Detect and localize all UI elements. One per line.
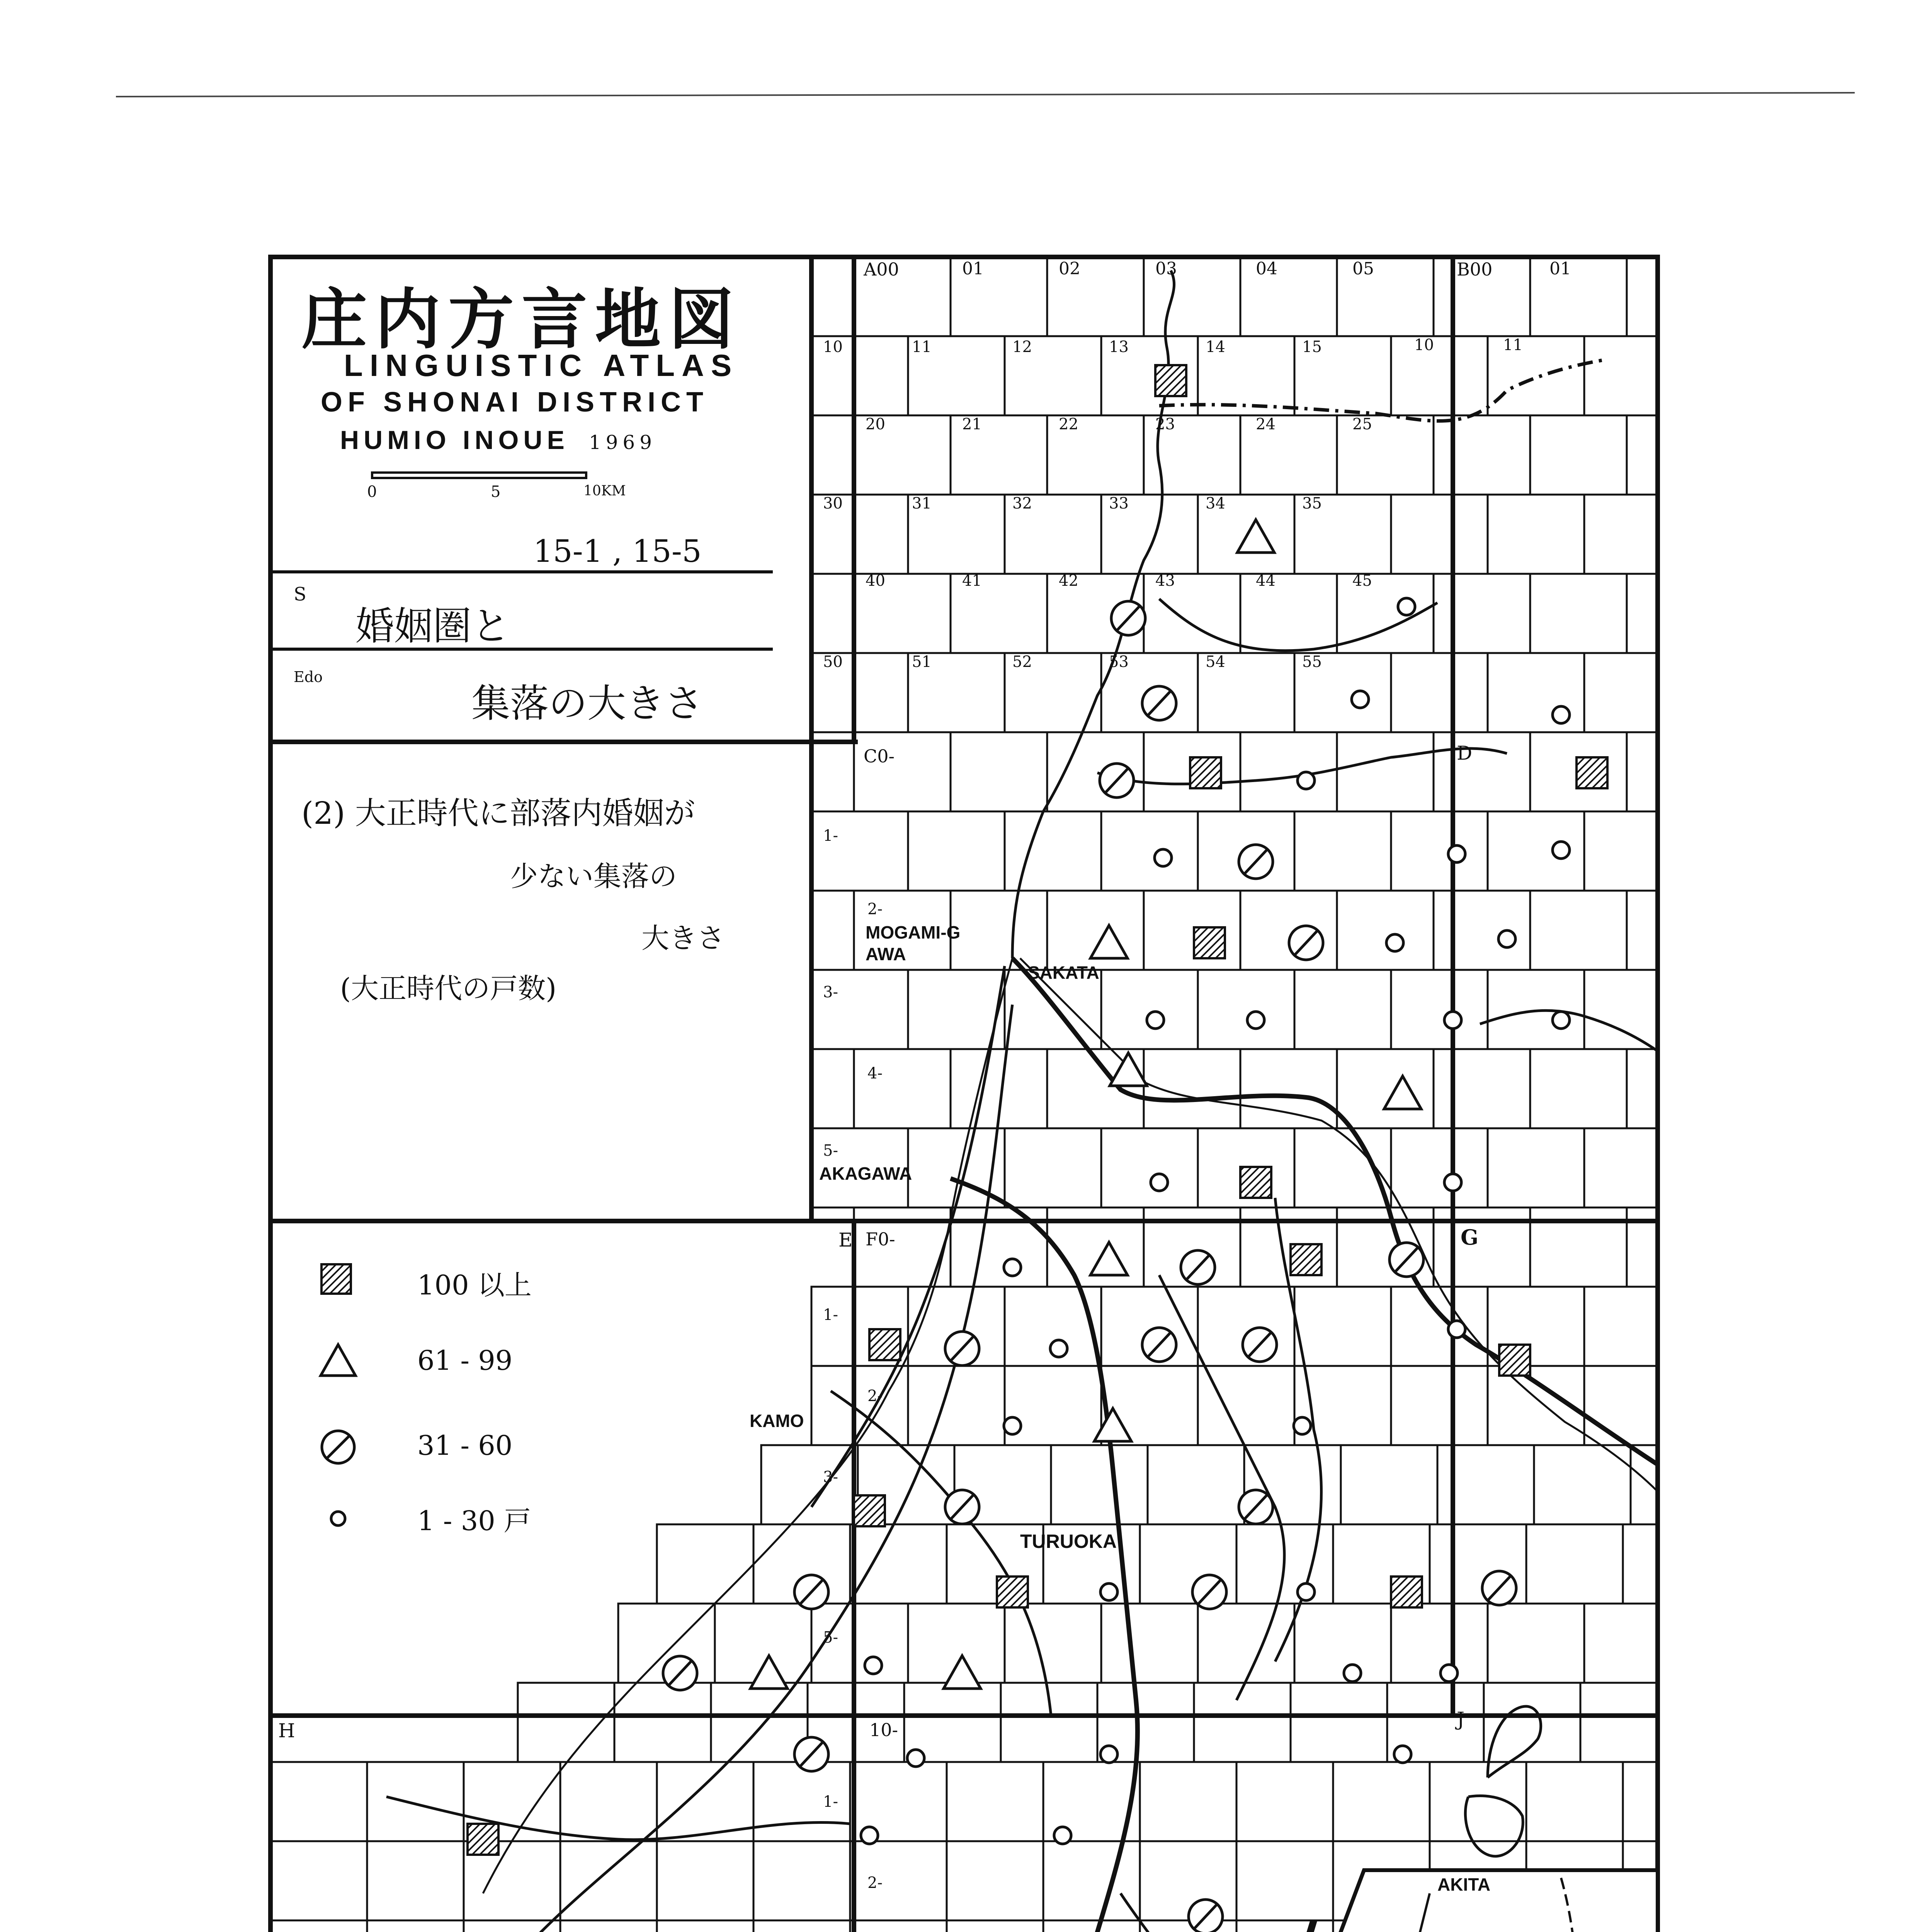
title-english-line1: LINGUISTIC ATLAS xyxy=(344,348,739,383)
grid-cell xyxy=(1391,1128,1488,1208)
grid-cell xyxy=(1391,970,1488,1049)
grid-cell xyxy=(711,1683,808,1762)
grid-cell xyxy=(1005,1366,1101,1445)
cell-label: 13 xyxy=(1109,338,1129,356)
small-circle-symbol xyxy=(1004,1259,1021,1276)
legend-item-100 xyxy=(317,1260,532,1302)
block-label-b00: B00 xyxy=(1457,259,1493,280)
slashed-circle-symbol xyxy=(1189,1900,1223,1932)
edo-label: Edo xyxy=(294,668,323,685)
map-number: 15-1 , 15-5 xyxy=(533,533,702,569)
hatched-square-symbol xyxy=(1155,365,1186,396)
hatched-square-symbol xyxy=(854,1495,885,1526)
cell-label: 53 xyxy=(1109,653,1129,671)
grid-cell xyxy=(951,732,1047,811)
cell-label: 14 xyxy=(1206,338,1225,356)
slashed-circle-symbol xyxy=(1111,601,1145,635)
grid-cell xyxy=(1623,1762,1658,1841)
grid-cell xyxy=(1194,1683,1291,1762)
small-circle-symbol xyxy=(1155,849,1172,866)
j-row-label-2: 2- xyxy=(867,1874,883,1892)
grid-cell xyxy=(1627,415,1658,495)
s-label: S xyxy=(294,583,306,605)
description-line4: (大正時代の戸数) xyxy=(340,972,557,1005)
grid-cell xyxy=(1391,336,1488,415)
grid-cell xyxy=(1294,811,1391,891)
grid-cell xyxy=(1584,1366,1658,1445)
cell-label: 42 xyxy=(1059,572,1078,590)
slashed-circle-symbol xyxy=(1142,686,1176,720)
b-row-label-10: 10 xyxy=(1414,336,1434,354)
place-akita: AKITA xyxy=(1437,1874,1491,1895)
slashed-circle-symbol xyxy=(663,1656,697,1690)
small-circle-symbol xyxy=(1298,1583,1315,1600)
grid-cell xyxy=(1584,336,1658,415)
grid-cell xyxy=(908,970,1005,1049)
legend-label-31-60: 31 - 60 xyxy=(417,1430,513,1461)
cell-label: 54 xyxy=(1206,653,1225,671)
grid-cell xyxy=(1584,1128,1658,1208)
grid-cell xyxy=(1391,1604,1488,1683)
grid-cell xyxy=(1391,495,1488,574)
scale-tick-0: 0 xyxy=(367,483,377,501)
grid-cell xyxy=(1236,1841,1333,1920)
cell-label: 25 xyxy=(1352,415,1372,433)
place-sakata: SAKATA xyxy=(1028,963,1099,983)
scale-tick-10: 10KM xyxy=(583,483,626,499)
slashed-circle-symbol xyxy=(1482,1571,1516,1605)
grid-cell xyxy=(1530,1049,1627,1128)
small-circle-symbol xyxy=(1050,1340,1067,1357)
grid-cell xyxy=(1236,1762,1333,1841)
triangle-symbol xyxy=(1094,1408,1131,1441)
legend-label-61-99: 61 - 99 xyxy=(417,1345,513,1376)
small-circle-symbol xyxy=(1553,706,1570,723)
page-top-rule xyxy=(116,93,1855,97)
legend-label-100: 100 以上 xyxy=(417,1269,532,1301)
block-label-f0: F0- xyxy=(866,1229,895,1250)
c-row-label-4: 4- xyxy=(867,1065,883,1082)
grid-cell xyxy=(1341,1445,1437,1524)
grid-cell xyxy=(1101,970,1198,1049)
hatched-square-symbol xyxy=(997,1577,1028,1607)
grid-cell xyxy=(1198,1366,1294,1445)
triangle-symbol xyxy=(944,1656,981,1689)
small-circle-symbol xyxy=(1553,842,1570,859)
small-circle-symbol xyxy=(1498,930,1515,947)
small-circle-symbol xyxy=(907,1750,924,1767)
grid-cell xyxy=(1623,1524,1658,1604)
title-japanese: 庄内方言地図 xyxy=(301,283,742,357)
grid-cell xyxy=(1337,257,1434,336)
grid-cell xyxy=(1627,1049,1658,1128)
small-circle-symbol xyxy=(1147,1012,1164,1029)
grid-cell xyxy=(1198,970,1294,1049)
grid-cell xyxy=(1484,1683,1580,1762)
grid-cell xyxy=(1294,1604,1391,1683)
slashed-circle-symbol xyxy=(1389,1243,1423,1277)
slashed-circle-symbol xyxy=(945,1332,979,1366)
grid-cell xyxy=(908,1366,1005,1445)
small-circle-symbol xyxy=(1247,1012,1264,1029)
hatched-square-symbol xyxy=(1577,757,1607,788)
grid-cell xyxy=(1391,811,1488,891)
block-label-c0: C0- xyxy=(864,746,895,767)
grid-cell xyxy=(1101,1128,1198,1208)
grid-cell xyxy=(1337,415,1434,495)
small-circle-symbol xyxy=(865,1657,882,1674)
author-name xyxy=(340,425,656,455)
slashed-circle-symbol xyxy=(1142,1328,1176,1362)
cell-label: 21 xyxy=(962,415,982,433)
col-label-a04: 04 xyxy=(1256,259,1277,279)
cell-label: 22 xyxy=(1059,415,1078,433)
triangle-symbol xyxy=(1090,925,1128,958)
block-label-10: 10- xyxy=(869,1719,898,1740)
cell-label: 44 xyxy=(1256,572,1276,590)
cell-label: 23 xyxy=(1155,415,1175,433)
inset-map xyxy=(1175,1870,1658,1932)
grid-cell xyxy=(270,1920,367,1932)
grid-cell xyxy=(1580,1683,1658,1762)
small-circle-symbol xyxy=(1386,934,1403,951)
grid-cell xyxy=(1434,732,1530,811)
cell-label: 20 xyxy=(866,415,885,433)
grid-cell xyxy=(1530,415,1627,495)
description-line1: (2) 大正時代に部落内婚姻が xyxy=(301,795,695,831)
year: 1969 xyxy=(588,431,657,454)
grid-cell xyxy=(1140,1762,1236,1841)
grid-cell xyxy=(270,1762,367,1841)
grid-cell xyxy=(1294,1287,1391,1366)
grid-cell xyxy=(1240,257,1337,336)
small-circle-symbol xyxy=(1440,1665,1458,1682)
cell-label: 34 xyxy=(1206,495,1225,512)
grid-cell xyxy=(1627,732,1658,811)
grid-cell xyxy=(1488,653,1584,732)
triangle-symbol xyxy=(1090,1242,1128,1275)
grid-cell xyxy=(657,1920,753,1932)
grid-cell xyxy=(1488,336,1584,415)
c-row-label-2: 2- xyxy=(867,900,883,918)
grid-cell xyxy=(908,811,1005,891)
block-label-h: H xyxy=(278,1719,295,1742)
grid-cell xyxy=(1530,574,1627,653)
small-circle-symbol xyxy=(1054,1827,1071,1844)
prefecture-border xyxy=(425,359,1607,1932)
col-label-a03: 03 xyxy=(1155,259,1177,279)
cell-label: 35 xyxy=(1302,495,1322,512)
grid-cell xyxy=(560,1841,657,1920)
grid-cell xyxy=(1391,653,1488,732)
grid-cell xyxy=(1584,495,1658,574)
grid-cell xyxy=(1530,257,1627,336)
small-circle-symbol xyxy=(1352,691,1369,708)
cell-label: 24 xyxy=(1256,415,1276,433)
grid-cell xyxy=(1236,1920,1333,1932)
cell-label: 33 xyxy=(1109,495,1129,512)
grid-cell xyxy=(1584,1604,1658,1683)
grid-cell xyxy=(1337,732,1434,811)
grid-cell xyxy=(1430,1762,1526,1841)
slashed-circle-icon xyxy=(317,1426,359,1468)
grid-cell xyxy=(850,1841,947,1920)
grid-cell xyxy=(1391,1366,1488,1445)
grid-cell xyxy=(1291,1683,1387,1762)
legend xyxy=(301,1244,804,1538)
hatched-square-icon xyxy=(317,1260,355,1298)
grid-cell xyxy=(1434,891,1530,970)
grid-cell xyxy=(1101,1604,1198,1683)
grid-cell xyxy=(1043,1920,1140,1932)
cell-label: 40 xyxy=(866,572,885,590)
cell-label: 31 xyxy=(912,495,932,512)
slashed-circle-symbol xyxy=(945,1490,979,1524)
grid-cell xyxy=(1005,1128,1101,1208)
grid-cell xyxy=(1240,891,1337,970)
grid-cell xyxy=(1627,257,1658,336)
cell-label: 51 xyxy=(912,653,932,671)
small-circle-symbol xyxy=(1100,1583,1117,1600)
cell-label: 10 xyxy=(823,338,843,356)
grid-cell xyxy=(1240,1049,1337,1128)
cell-label: 30 xyxy=(823,495,843,512)
grid-cell xyxy=(1584,653,1658,732)
grid-cell xyxy=(270,1841,367,1920)
small-circle-symbol xyxy=(1004,1417,1021,1434)
small-circle-symbol xyxy=(1298,772,1315,789)
grid-cell xyxy=(1043,1841,1140,1920)
grid-cell xyxy=(1198,1604,1294,1683)
cell-label: 50 xyxy=(823,653,843,671)
grid-cell xyxy=(1434,415,1530,495)
grid-cell xyxy=(1240,415,1337,495)
cell-label: 32 xyxy=(1012,495,1032,512)
small-circle-symbol xyxy=(1394,1746,1411,1763)
s-value: 婚姻圏と xyxy=(355,604,510,649)
small-circle-symbol xyxy=(1100,1746,1117,1763)
legend-item-31-60 xyxy=(317,1426,513,1468)
small-circle-symbol xyxy=(861,1827,878,1844)
block-label-d: D xyxy=(1457,742,1473,764)
slashed-circle-symbol xyxy=(1239,1490,1273,1524)
col-label-a02: 02 xyxy=(1059,259,1080,279)
cell-label: 11 xyxy=(912,338,932,356)
grid-cell xyxy=(854,1049,951,1128)
grid-cell xyxy=(1530,891,1627,970)
grid-cell xyxy=(947,1920,1043,1932)
place-kamo: KAMO xyxy=(750,1411,804,1431)
hatched-square-symbol xyxy=(1499,1345,1530,1376)
c-row-label-5: 5- xyxy=(823,1142,838,1160)
grid-cell xyxy=(367,1920,464,1932)
legend-item-1-30 xyxy=(317,1499,531,1542)
grid-cell xyxy=(1488,970,1584,1049)
hatched-square-symbol xyxy=(1391,1577,1422,1607)
slashed-circle-symbol xyxy=(794,1737,828,1771)
header-rules xyxy=(270,572,773,649)
b-row-label-11: 11 xyxy=(1503,336,1523,354)
grid-cell xyxy=(1148,1445,1244,1524)
triangle-symbol xyxy=(1110,1053,1147,1086)
grid-cell xyxy=(850,1524,947,1604)
slashed-circle-symbol xyxy=(1100,764,1134,798)
j-row-label-1: 1- xyxy=(823,1793,838,1811)
col-label-a01: 01 xyxy=(962,259,984,279)
small-circle-symbol xyxy=(1448,1321,1465,1338)
col-label-b01: 01 xyxy=(1549,259,1571,279)
grid-cell xyxy=(1627,574,1658,653)
description-line3: 大きさ xyxy=(641,922,725,954)
cell-label: 12 xyxy=(1012,338,1032,356)
small-circle-symbol xyxy=(1444,1012,1461,1029)
grid-cell xyxy=(1434,1049,1530,1128)
grid-cell xyxy=(1337,1049,1434,1128)
small-circle-symbol xyxy=(1444,1174,1461,1191)
grid-cell xyxy=(1005,1604,1101,1683)
title-english-line2: OF SHONAI DISTRICT xyxy=(321,387,709,418)
cell-label: 43 xyxy=(1155,572,1175,590)
cell-label: 52 xyxy=(1012,653,1032,671)
grid-cell xyxy=(854,732,951,811)
place-turuoka: TURUOKA xyxy=(1020,1531,1117,1552)
cell-label: 55 xyxy=(1302,653,1322,671)
grid-cell xyxy=(1488,495,1584,574)
c-row-label-1: 1- xyxy=(823,827,838,845)
grid-cell xyxy=(367,1841,464,1920)
grid-cell xyxy=(850,1920,947,1932)
hatched-square-symbol xyxy=(1190,757,1221,788)
grid-cell xyxy=(1434,574,1530,653)
grid-cell xyxy=(560,1762,657,1841)
grid-cell xyxy=(1488,1604,1584,1683)
triangle-symbol xyxy=(750,1656,787,1689)
grid-cell xyxy=(1526,1524,1623,1604)
small-circle-symbol xyxy=(1553,1012,1570,1029)
slashed-circle-symbol xyxy=(1243,1328,1277,1362)
place-mogamigawa: MOGAMI-GAWA xyxy=(866,922,961,964)
grid-cell xyxy=(811,811,908,891)
legend-item-61-99 xyxy=(317,1341,513,1383)
c-row-label-3: 3- xyxy=(823,983,838,1001)
cell-label: 45 xyxy=(1352,572,1372,590)
small-circle-symbol xyxy=(1448,845,1465,862)
grid-cell xyxy=(367,1762,464,1841)
grid-cell xyxy=(1584,970,1658,1049)
slashed-circle-symbol xyxy=(1289,926,1323,960)
description-line2: 少ない集落の xyxy=(510,860,677,893)
grid-cell xyxy=(1627,891,1658,970)
hatched-square-symbol xyxy=(468,1824,498,1855)
small-circle-symbol xyxy=(1151,1174,1168,1191)
small-circle-symbol xyxy=(1398,598,1415,615)
slashed-circle-symbol xyxy=(1239,845,1273,879)
f-row-label-2: 2- xyxy=(867,1387,883,1405)
slashed-circle-symbol xyxy=(1192,1575,1226,1609)
hatched-square-symbol xyxy=(869,1329,900,1360)
slashed-circle-symbol xyxy=(794,1575,828,1609)
triangle-icon xyxy=(317,1341,359,1379)
edo-value: 集落の大きさ xyxy=(471,681,703,726)
triangle-symbol xyxy=(1384,1076,1421,1109)
slashed-circle-symbol xyxy=(1181,1250,1215,1284)
grid-cell xyxy=(947,1762,1043,1841)
small-circle-symbol xyxy=(1344,1665,1361,1682)
grid-cell xyxy=(560,1920,657,1932)
f-row-label-1: 1- xyxy=(823,1306,838,1324)
grid-cell xyxy=(1294,1366,1391,1445)
small-circle-icon xyxy=(317,1499,359,1538)
grid-cell xyxy=(1584,1287,1658,1366)
grid-cell xyxy=(1101,811,1198,891)
grid-cell xyxy=(614,1683,711,1762)
col-label-a05: 05 xyxy=(1352,259,1374,279)
triangle-symbol xyxy=(1237,520,1274,553)
hatched-square-symbol xyxy=(1240,1167,1271,1198)
small-circle-symbol xyxy=(1294,1417,1311,1434)
author: HUMIO INOUE xyxy=(340,425,569,455)
grid-cell xyxy=(1294,970,1391,1049)
grid-cell xyxy=(1526,1762,1623,1841)
grid-cell xyxy=(1391,1287,1488,1366)
grid-cell xyxy=(1240,574,1337,653)
cell-label: 41 xyxy=(962,572,982,590)
grid-cell xyxy=(1584,811,1658,891)
grid-cell xyxy=(1337,891,1434,970)
block-label-e: E xyxy=(838,1229,853,1251)
grid-cell xyxy=(657,1841,753,1920)
f-row-label-5: 5- xyxy=(823,1629,838,1646)
block-label-j: J xyxy=(1457,1708,1465,1730)
cell-label: 15 xyxy=(1302,338,1322,356)
grid-cell xyxy=(1488,1128,1584,1208)
legend-label-1-30: 1 - 30 戸 xyxy=(417,1505,531,1537)
scale-bar xyxy=(371,471,587,479)
grid-cell xyxy=(753,1841,850,1920)
place-akagawa: AKAGAWA xyxy=(819,1163,912,1184)
grid-cell xyxy=(1051,1445,1148,1524)
grid-cell xyxy=(947,1841,1043,1920)
grid-cell xyxy=(753,1920,850,1932)
block-label-g: G xyxy=(1461,1225,1479,1250)
grid-cell xyxy=(1333,1762,1430,1841)
hatched-square-symbol xyxy=(1291,1244,1321,1275)
block-label-a00: A00 xyxy=(864,259,899,280)
f-row-label-3: 3- xyxy=(823,1468,838,1486)
grid-cell xyxy=(1005,811,1101,891)
scale-tick-5: 5 xyxy=(491,483,501,501)
hatched-square-symbol xyxy=(1194,927,1225,958)
grid-cell xyxy=(811,970,908,1049)
